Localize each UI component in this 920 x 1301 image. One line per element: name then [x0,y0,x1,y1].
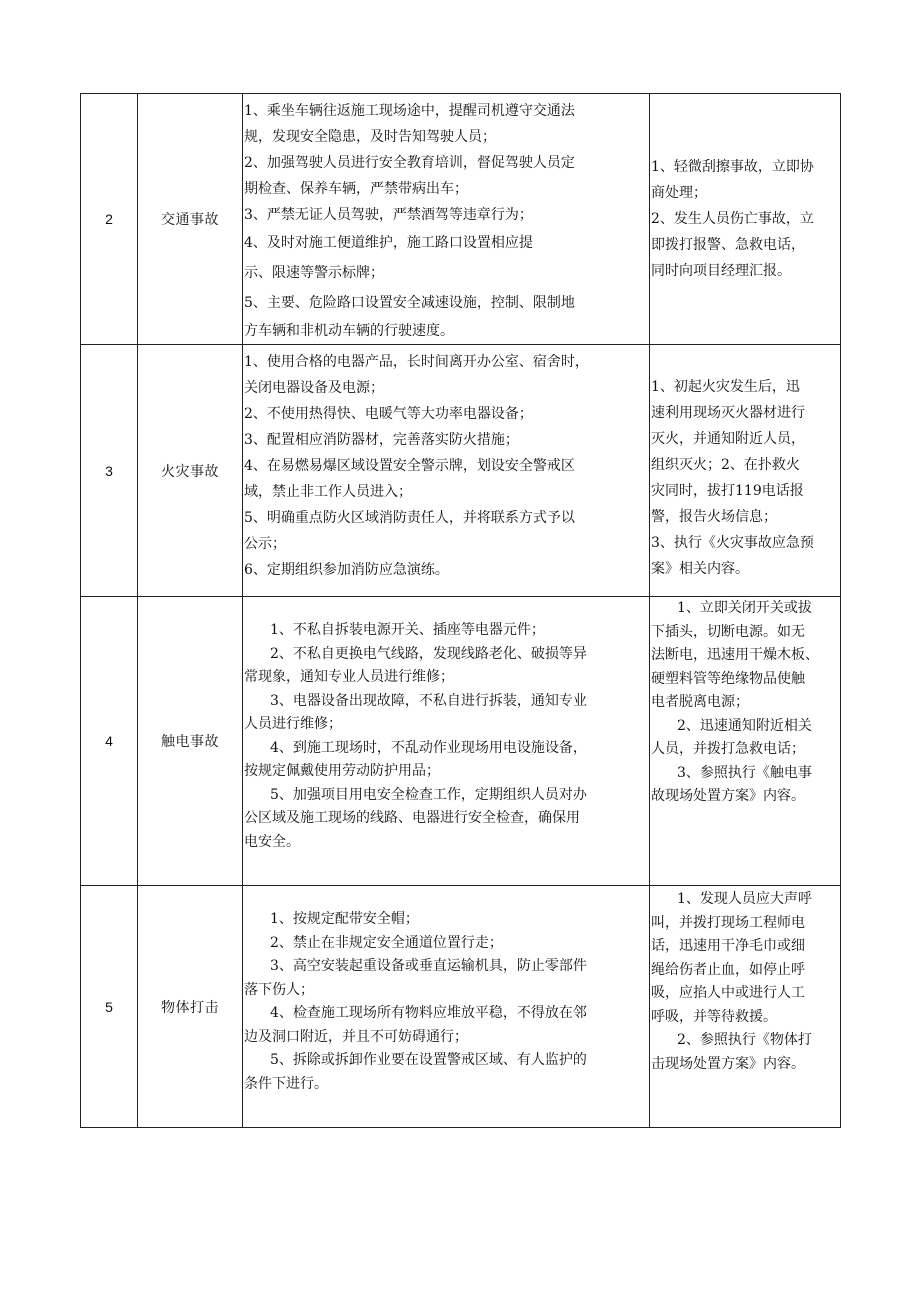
response-line: 电者脱离电源； [651,694,749,710]
response-line: 3、参照执行《触电事 [677,764,812,781]
response-line: 组织灭火；2、在扑救火 [651,456,800,473]
response-line: 灾同时，拔打119电话报 [651,482,804,499]
measure-line: 5、主要、危险路口设置安全减速设施，控制、限制地 [244,295,575,311]
measure-line: 方车辆和非机动车辆的行驶速度。 [244,323,454,339]
row-number: 2 [81,94,138,345]
response-line: 2、发生人员伤亡事故，立 [651,211,814,227]
table-row [81,345,841,597]
response-line: 1、轻微刮擦事故，立即协 [651,159,814,175]
measure-line: 1、乘坐车辆往返施工现场途中，提醒司机遵守交通法 [244,103,575,119]
response-line: 故现场处置方案》内容。 [651,788,805,804]
measure-line: 4、及时对施工便道维护，施工路口设置相应提 [244,235,533,251]
response-line: 击现场处置方案》内容。 [651,1055,805,1072]
measure-line: 关闭电器设备及电源； [244,380,384,396]
measure-line: 5、加强项目用电安全检查工作，定期组织人员对办 [270,786,587,803]
measure-line: 条件下进行。 [244,1075,328,1092]
response-line: 叫，并拨打现场工程师电 [651,914,805,931]
row-number: 3 [81,345,138,597]
emergency-response-cell [650,597,841,886]
measure-line: 规，发现安全隐患，及时告知驾驶人员； [244,129,496,145]
response-line: 法断电，迅速用干燥木板、 [651,647,819,663]
measure-line: 1、按规定配带安全帽； [270,911,419,927]
measure-line: 5、拆除或拆卸作业要在设置警戒区域、有人监护的 [270,1052,587,1068]
measure-line: 人员进行维修； [244,716,342,732]
emergency-response-cell [650,886,841,1128]
measure-line: 按规定佩戴使用劳动防护用品； [244,763,440,779]
measure-line: 公区域及施工现场的线路、电器进行安全检查，确保用 [244,810,580,826]
measure-line: 4、在易燃易爆区域设置安全警示牌，划设安全警戒区 [244,458,575,474]
preventive-measures-cell [243,886,650,1128]
response-line: 吸，应掐人中或进行人工 [651,985,805,1001]
emergency-response-cell [650,345,841,597]
table-row [81,597,841,886]
measure-line: 2、加强驾驶人员进行安全教育培训，督促驾驶人员定 [244,155,575,171]
response-line: 1、立即关闭开关或拔 [677,600,812,616]
measure-line: 4、检查施工现场所有物料应堆放平稳，不得放在邻 [270,1005,587,1021]
response-line: 1、初起火灾发生后，迅 [651,378,800,395]
measure-line: 4、到施工现场时，不乱动作业现场用电设施设备， [270,739,587,756]
response-line: 人员，并拨打急救电话； [651,741,805,757]
measure-line: 期检查、保养车辆，严禁带病出车； [244,181,468,197]
accident-type: 火灾事故 [138,345,243,597]
response-line: 警，报告火场信息； [651,508,777,525]
response-line: 话，迅速用干净毛巾或细 [651,938,805,954]
measure-line: 3、高空安装起重设备或垂直运输机具，防止零部件 [270,958,587,974]
response-line: 硬塑料管等绝缘物品使触 [651,670,805,687]
measure-line: 2、不使用热得快、电暖气等大功率电器设备； [244,406,533,422]
response-line: 同时向项目经理汇报。 [651,263,791,279]
response-line: 灭火，并通知附近人员， [651,430,805,447]
response-line: 3、执行《火灾事故应急预 [651,534,814,551]
measure-line: 落下伤人； [244,981,314,998]
measure-line: 3、配置相应消防器材，完善落实防火措施； [244,432,519,448]
measure-line: 电安全。 [244,833,300,850]
table-row [81,886,841,1128]
response-line: 下插头，切断电源。如无 [651,623,805,640]
response-line: 2、参照执行《物体打 [677,1032,812,1048]
row-number: 5 [81,886,138,1128]
measure-line: 6、定期组织参加消防应急演练。 [244,562,449,578]
measure-line: 1、不私自拆装电源开关、插座等电器元件； [270,622,545,638]
response-line: 2、迅速通知附近相关 [677,717,812,734]
response-line: 呼吸，并等待救援。 [651,1008,777,1025]
emergency-response-cell [650,94,841,345]
measure-line: 1、使用合格的电器产品，长时间离开办公室、宿舍时， [244,354,589,370]
measure-line: 5、明确重点防火区域消防责任人，并将联系方式予以 [244,510,575,526]
measure-line: 2、禁止在非规定安全通道位置行走； [270,934,503,951]
response-line: 即拨打报警、急救电话， [651,237,805,253]
response-line: 商处理； [651,185,707,201]
measure-line: 公示； [244,536,286,552]
accident-type: 触电事故 [138,597,243,886]
response-line: 绳给伤者止血，如停止呼 [651,961,805,978]
measure-line: 常现象，通知专业人员进行维修； [244,669,454,685]
emergency-measures-table [80,93,841,1128]
accident-type: 交通事故 [138,94,243,345]
response-line: 速利用现场灭火器材进行 [651,404,805,421]
response-line: 案》相关内容。 [651,560,749,577]
measure-line: 3、电器设备出现故障，不私自进行拆装，通知专业 [270,692,587,709]
table-row [81,94,841,345]
measure-line: 2、不私自更换电气线路，发现线路老化、破损等异 [270,645,587,662]
measure-line: 3、严禁无证人员驾驶，严禁酒驾等违章行为； [244,207,533,223]
preventive-measures-cell [243,597,650,886]
preventive-measures-cell [243,94,650,345]
measure-line: 示、限速等警示标牌； [244,265,384,281]
row-number: 4 [81,597,138,886]
preventive-measures-cell [243,345,650,597]
response-line: 1、发现人员应大声呼 [677,891,812,907]
accident-type: 物体打击 [138,886,243,1128]
measure-line: 域，禁止非工作人员进入； [244,484,412,500]
measure-line: 边及洞口附近，并且不可妨碍通行； [244,1028,468,1045]
